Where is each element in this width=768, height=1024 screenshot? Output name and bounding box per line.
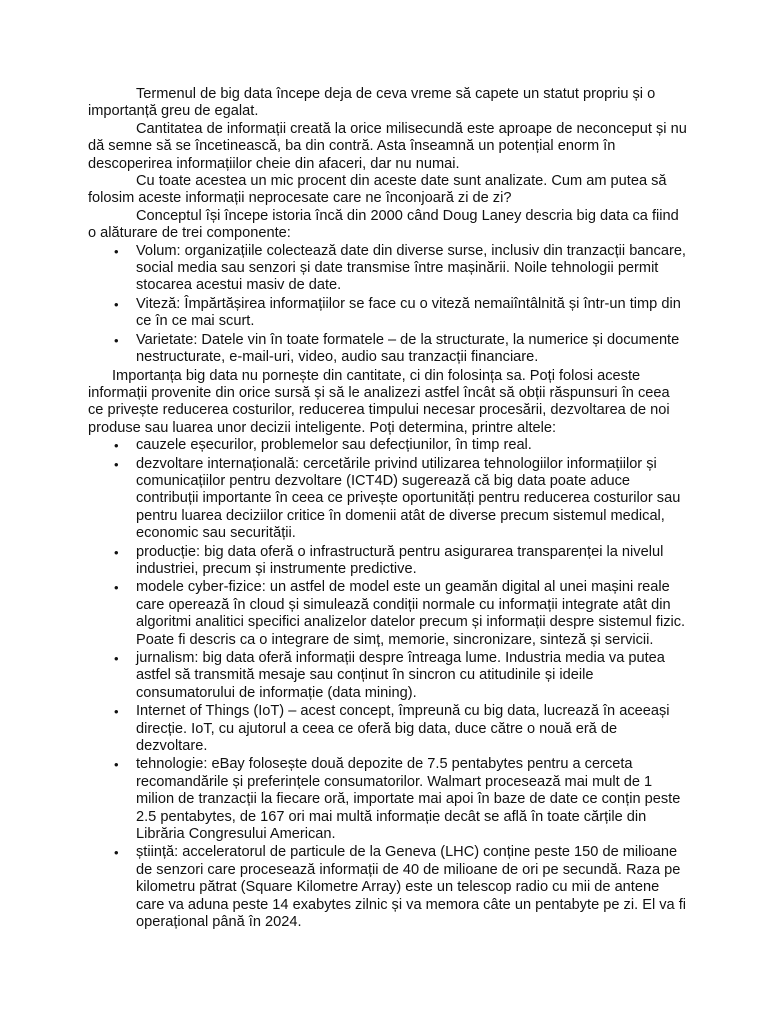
bullet-icon: •	[114, 757, 119, 773]
intro-paragraph-1: Termenul de big data începe deja de ceva vreme să capete un statut propriu și o importanță greu de egalat.	[88, 86, 656, 120]
intro-paragraph-3: Cu toate acestea un mic procent din aceste date sunt analizate. Cum am putea să folosim aceste informații neprocesate care ne înconjoară zi de zi?	[88, 173, 667, 207]
list-item: • știință: acceleratorul de particule de la Geneva (LHC) conține peste 150 de milioane de senzori care procesează informații de 40 de milioane de ori pe secundă. Raza pe kilometru pătrat (Square Kilometre Array) este un telescop radio cu mii de antene care va aduna peste 14 exabytes zilnic și va memora câte un pentabyte pe zi. El va fi operațional până în 2024.	[114, 844, 687, 931]
list-item: • Varietate: Datele vin în toate formatele – de la structurate, la numerice și documente nestructurate, e-mail-uri, video, audio sau tranzacții financiare.	[114, 331, 680, 366]
bullet-icon: •	[114, 243, 119, 259]
bullet-icon: •	[114, 651, 119, 666]
list-item: • jurnalism: big data oferă informații despre întreaga lume. Industria media va putea astfel să transmită mesaje sau conținut în sincron cu atitudinile și ideile consumatorului de informație (data mining).	[114, 650, 665, 701]
list-item: • Viteză: Împărtășirea informațiilor se face cu o viteză nemaiîntâlnită și într-un timp din ce în ce mai scurt.	[114, 295, 681, 330]
list-item: • cauzele eșecurilor, problemelor sau defecțiunilor, în timp real.	[114, 437, 532, 454]
list-item: • producție: big data oferă o infrastructură pentru asigurarea transparenței la nivelul industriei, precum și instrumente predictive.	[114, 543, 664, 577]
components-list	[88, 243, 688, 367]
list-item: • Internet of Things (IoT) – acest concept, împreună cu big data, lucrează în aceeași direcție. IoT, cu ajutorul a ceea ce oferă big data, duce către o nouă eră de dezvoltare.	[114, 703, 670, 755]
intro-paragraph-4: Conceptul își începe istoria încă din 2000 când Doug Laney descria big data ca fiind o alăturare de trei componente:	[88, 207, 679, 242]
bullet-icon: •	[114, 332, 119, 348]
document-page	[88, 86, 688, 933]
list-item: • tehnologie: eBay folosește două depozite de 7.5 pentabytes pentru a cerceta recomandările și preferințele consumatorilor. Walmart procesează mai mult de 1 milion de tranzacții la fiecare oră, importate mai apoi în baze de date ce conțin peste 2.5 pentabytes, de 167 ori mai multă informație decât se află în toate cărțile din Librăria Congresului American.	[114, 756, 681, 843]
list-item: • Volum: organizațiile colectează date din diverse surse, inclusiv din tranzacții bancare, social media sau senzori și date transmise între mașinării. Noile tehnologii permit stocarea acestui masiv de date.	[114, 242, 686, 294]
importance-paragraph: Importanța big data nu pornește din cantitate, ci din folosința sa. Poți folosi aceste informații provenite din orice sursă și să le analizezi astfel încât să obții răspunsuri în ceea ce privește reducerea costurilor, reducerea timpului necesar procesării, dezvoltarea de noi produse sau luarea unor decizii inteligente. Poți determina, printre altele:	[88, 367, 670, 436]
bullet-icon: •	[114, 438, 119, 454]
bullet-icon: •	[114, 544, 119, 560]
bullet-icon: •	[114, 704, 119, 720]
bullet-icon: •	[114, 580, 119, 596]
bullet-icon: •	[114, 456, 119, 472]
determinations-list	[88, 437, 688, 931]
list-item: • modele cyber-fizice: un astfel de model este un geamăn digital al unei mașini reale care operează în cloud și simulează condiții normale cu informații integrate atât din algoritmi analitici specifici analizelor datelor precum și informații despre sistemul fizic. Poate fi descris ca o integrare de simț, memorie, sincronizare, sinteză și servicii.	[114, 579, 686, 648]
list-item: • dezvoltare internațională: cercetările privind utilizarea tehnologiilor informațiilor și comunicațiilor pentru dezvoltare (ICT4D) sugerează că big data poate aduce contribuții importante în ceea ce privește oportunități pentru reducerea costurilor sau pentru luarea deciziilor critice în domenii atât de diverse precum sistemul medical, economic sau securității.	[114, 455, 681, 542]
bullet-icon: •	[114, 296, 119, 312]
intro-paragraph-2: Cantitatea de informații creată la orice milisecundă este aproape de neconceput și nu dă semne să se încetinească, ba din contră. Asta înseamnă un potențial enorm în descoperirea informațiilor cheie din afaceri, dar nu numai.	[88, 120, 687, 172]
bullet-icon: •	[114, 845, 119, 861]
